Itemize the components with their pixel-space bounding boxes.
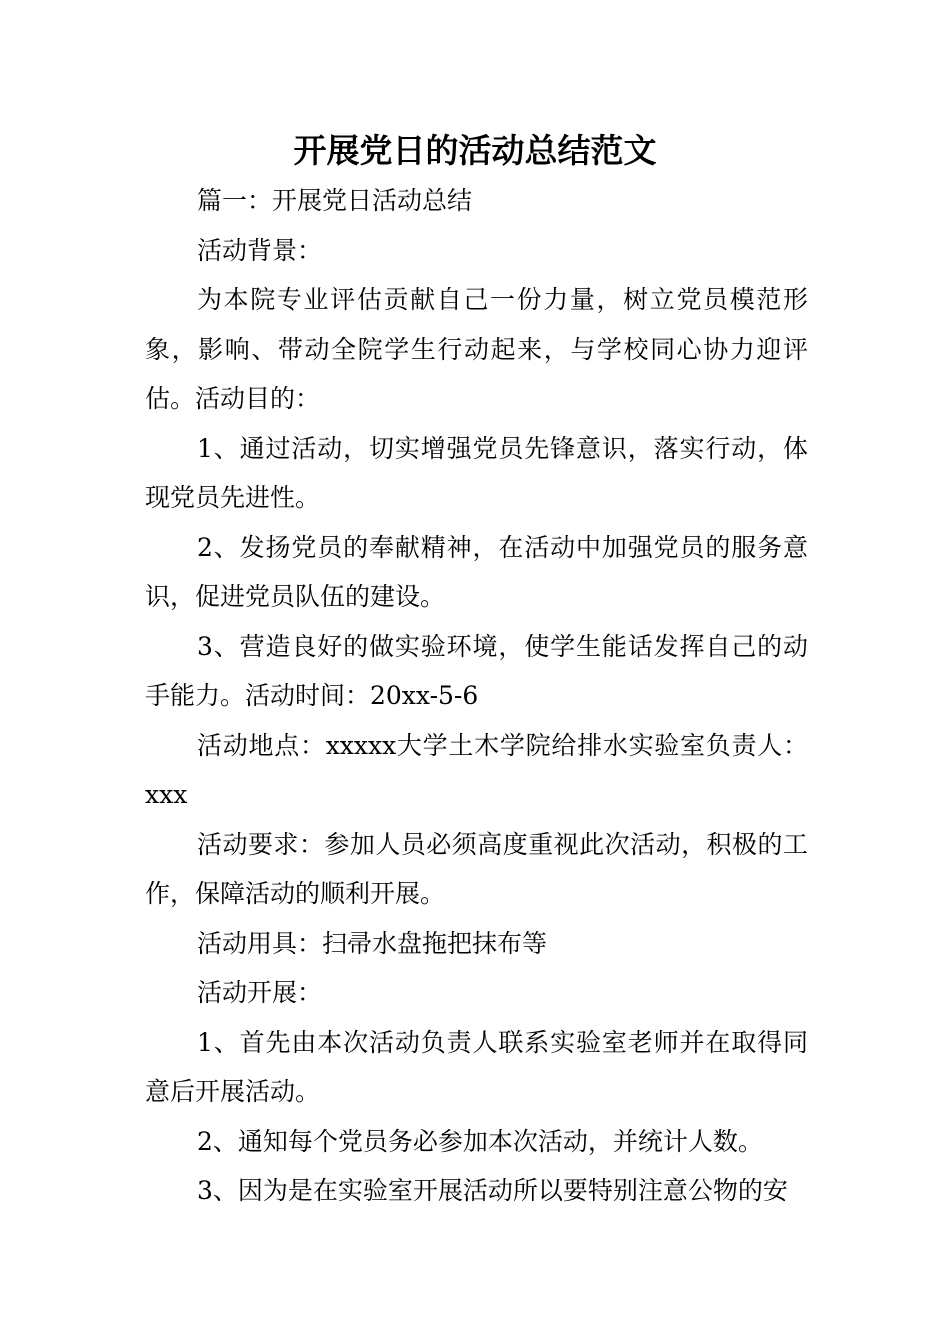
paragraph-process-2: 2、通知每个党员务必参加本次活动，并统计人数。 — [197, 1126, 763, 1156]
paragraph-goal-2: 2、发扬党员的奉献精神，在活动中加强党员的服务意识，促进党员队伍的建设。 — [145, 532, 808, 611]
paragraph-process-1: 1、首先由本次活动负责人联系实验室老师并在取得同意后开展活动。 — [145, 1027, 808, 1106]
paragraph-tools: 活动用具：扫帚水盘拖把抹布等 — [197, 928, 548, 958]
paragraph-requirements: 活动要求：参加人员必须高度重视此次活动，积极的工作，保障活动的顺利开展。 — [145, 829, 808, 908]
document-title: 开展党日的活动总结范文 — [293, 131, 657, 170]
document-body — [145, 176, 808, 1216]
paragraph-section-heading: 篇一：开展党日活动总结 — [197, 186, 473, 215]
paragraph-location: 活动地点：xxxxx大学土木学院给排水实验室负责人：xxx — [145, 730, 808, 809]
paragraph-background-heading: 活动背景： — [197, 235, 323, 265]
paragraph-goal-1: 1、通过活动，切实增强党员先锋意识，落实行动，体现党员先进性。 — [145, 433, 808, 512]
paragraph-goal-3: 3、营造良好的做实验环境，使学生能话发挥自己的动手能力。活动时间：20xx-5-6 — [145, 631, 808, 710]
paragraph-process-heading: 活动开展： — [197, 978, 323, 1007]
paragraph-background: 为本院专业评估贡献自己一份力量，树立党员模范形象，影响、带动全院学生行动起来，与学校同心协力迎评估。活动目的： — [145, 285, 808, 413]
paragraph-process-3: 3、因为是在实验室开展活动所以要特别注意公物的安 — [197, 1176, 788, 1205]
